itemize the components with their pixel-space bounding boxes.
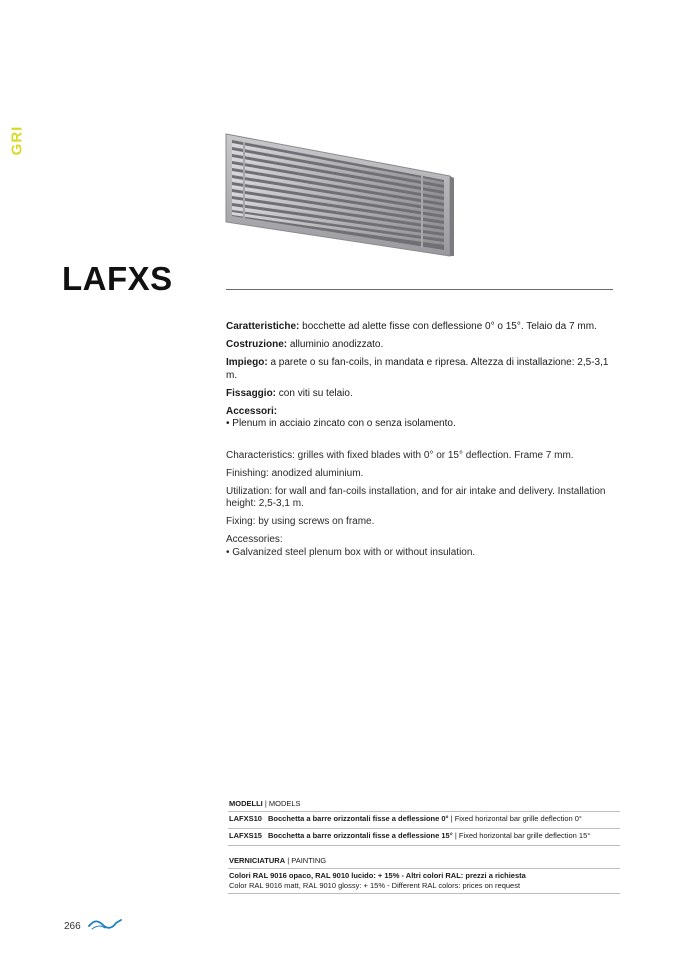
spec-finishing-en xyxy=(226,468,618,481)
painting-info xyxy=(228,869,620,894)
title-divider xyxy=(226,289,613,290)
specs-english xyxy=(226,450,618,560)
desc-separator: | xyxy=(452,831,459,840)
spec-label: Accessori: xyxy=(226,405,278,417)
specifications xyxy=(226,321,618,565)
page-number: 266 xyxy=(64,921,81,932)
desc-en: Fixed horizontal bar grille deflection 15° xyxy=(458,831,591,840)
accessory-item: • Galvanized steel plenum box with or without insulation. xyxy=(226,546,476,558)
header-en: PAINTING xyxy=(291,856,327,865)
accessory-item: • Plenum in acciaio zincato con o senza isolamento. xyxy=(226,418,456,429)
table-row xyxy=(228,829,620,846)
desc-it: Bocchetta a barre orizzontali fisse a deflessione 0° xyxy=(268,814,449,823)
wave-logo-icon xyxy=(88,917,122,931)
header-it: VERNICIATURA xyxy=(229,856,286,865)
desc-en: Fixed horizontal bar grille deflection 0° xyxy=(454,814,582,823)
models-table xyxy=(228,799,620,846)
spec-label: Impiego: xyxy=(226,357,268,368)
model-description xyxy=(268,831,590,841)
spec-text: grilles with fixed blades with 0° or 15° deflection. Frame 7 mm. xyxy=(294,449,574,461)
section-tab-label: GRI xyxy=(8,125,26,155)
spec-label: Utilization: xyxy=(226,485,273,497)
table-row xyxy=(228,812,620,829)
model-code: LAFXS10 xyxy=(229,814,262,823)
spec-use-en xyxy=(226,486,618,511)
spec-text: con viti su telaio. xyxy=(276,387,353,399)
spec-accessories-it xyxy=(226,406,618,431)
spec-characteristics-en xyxy=(226,450,618,463)
header-separator: | xyxy=(285,856,292,865)
models-header xyxy=(228,799,620,812)
desc-separator: | xyxy=(448,814,455,823)
model-code: LAFXS15 xyxy=(229,831,262,840)
spec-text: alluminio anodizzato. xyxy=(287,339,384,350)
spec-fixing-en xyxy=(226,516,618,529)
spec-label: Fissaggio: xyxy=(226,387,277,399)
header-en: MODELS xyxy=(268,799,301,808)
painting-table xyxy=(228,856,620,894)
header-it: MODELLI xyxy=(229,799,263,808)
model-description xyxy=(268,814,582,824)
spec-label: Accessories: xyxy=(226,534,283,545)
spec-label: Finishing: xyxy=(226,467,269,479)
spec-label: Costruzione: xyxy=(226,339,288,350)
painting-line-it: Colori RAL 9016 opaco, RAL 9010 lucido: + 15% - Altri colori RAL: prezzi a richiesta xyxy=(229,871,526,880)
spec-fixing-it xyxy=(226,388,618,401)
spec-text: by using screws on frame. xyxy=(255,516,375,527)
spec-construction-it xyxy=(226,339,618,352)
spec-text: anodized aluminium. xyxy=(268,467,364,479)
linear-bar-grille-photo xyxy=(224,130,456,258)
desc-it: Bocchetta a barre orizzontali fisse a deflessione 15° xyxy=(268,831,453,840)
product-title: LAFXS xyxy=(62,260,173,297)
spec-text: a parete o su fan-coils, in mandata e ripresa. Altezza di installazione: 2,5-3,1 m. xyxy=(226,357,609,381)
spec-use-it xyxy=(226,357,618,382)
spec-label: Caratteristiche: xyxy=(226,321,300,332)
specs-italian xyxy=(226,321,618,431)
spec-label: Fixing: xyxy=(226,516,256,527)
spec-label: Characteristics: xyxy=(226,449,295,461)
spec-text: for wall and fan-coils installation, and for air intake and delivery. Installation height: 2,5-3,1 m. xyxy=(226,485,606,509)
painting-header xyxy=(228,856,620,869)
spec-characteristics-it xyxy=(226,321,618,334)
painting-line-en: Color RAL 9016 matt, RAL 9010 glossy: + 15% - Different RAL colors: prices on request xyxy=(229,881,521,890)
section-tab xyxy=(4,120,30,160)
spec-text: bocchette ad alette fisse con deflessione 0° o 15°. Telaio da 7 mm. xyxy=(299,321,597,332)
header-separator: | xyxy=(262,799,269,808)
spec-accessories-en xyxy=(226,534,618,559)
